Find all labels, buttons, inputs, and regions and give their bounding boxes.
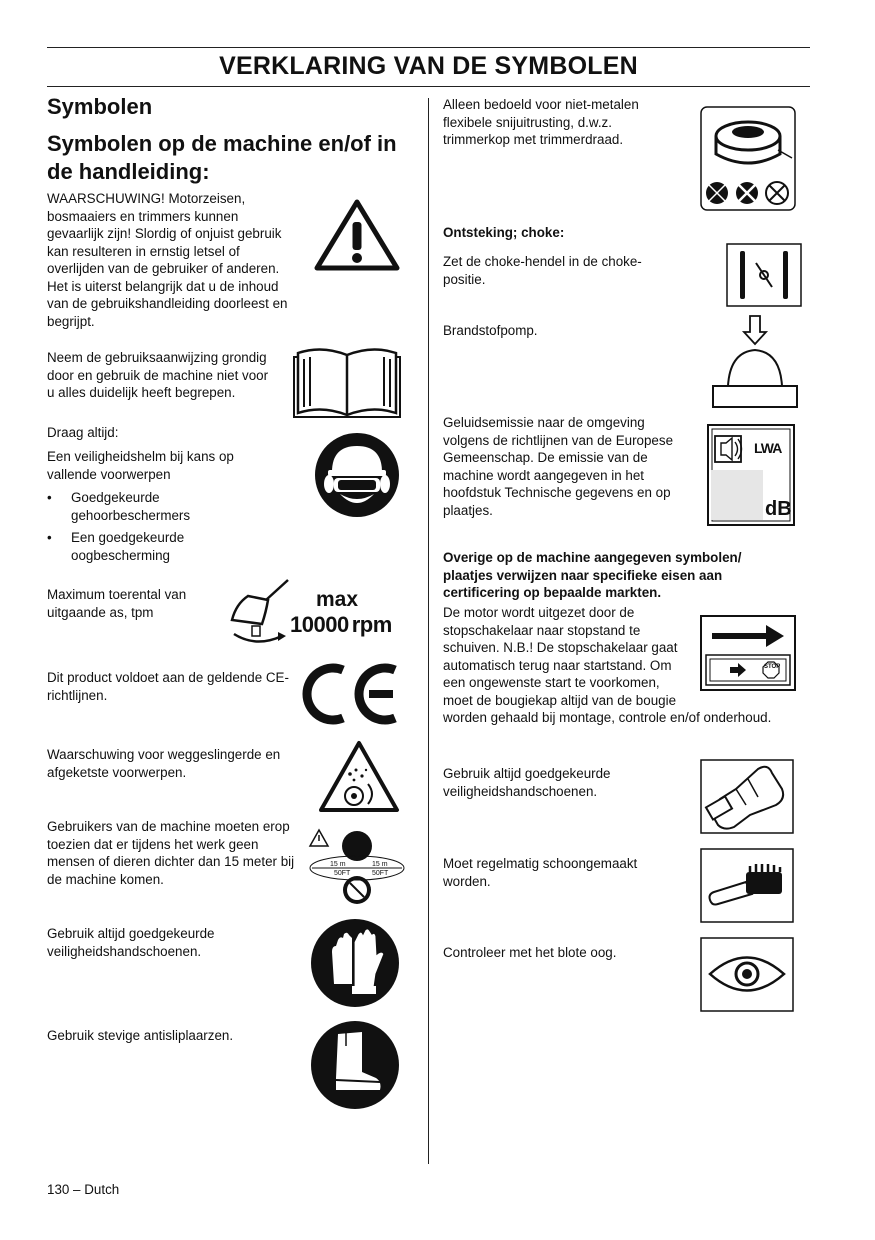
rpm-unit: rpm <box>351 612 392 637</box>
distance-left-m: 15 m <box>330 861 346 868</box>
stop-switch-text-content: De motor wordt uitgezet door de stopschakelaar naar stopstand te schuiven. N.B.! De stopschakelaar gaat automatisch terug naar startstand. Om een ongewenste start te voorkomen, moet de bougiekap altijd van de bougie worden gehaald bij montage, controle en/of onderhoud. <box>443 605 772 725</box>
choke-text: Zet de choke-hendel in de choke-positie. <box>443 254 642 287</box>
noise-emission-text: Geluidsemissie naar de omgeving volgens de richtlijnen van de Europese Gemeenschap. De emissie van de machine wordt aangegeven in het hoofdstuk Technische gegevens en op plaatjes. <box>443 415 674 518</box>
max-speed-shaft-icon <box>228 578 292 648</box>
ce-mark-icon <box>303 662 401 726</box>
cleaning-brush-icon <box>700 848 794 923</box>
distance-right-ft: 50FT <box>372 870 389 877</box>
warning-triangle-icon <box>314 198 400 272</box>
safety-distance-icon <box>308 828 406 908</box>
title-underline <box>47 86 810 87</box>
warning-text-content: WAARSCHUWING! Motorzeisen, bosmaaiers en trimmers kunnen gevaarlijk zijn! Slordig of onjuist gebruik kan resulteren in ernstig letsel of overlijden van de gebruiker of anderen. Het is uiterst belangrijk dat u de inhoud van de gebruikshandleiding doorleest en begrijpt. <box>47 191 288 329</box>
ignition-choke-heading: Ontsteking; choke: <box>443 225 565 240</box>
column-divider <box>428 98 429 1164</box>
safety-boots-icon <box>310 1020 400 1110</box>
wear-label: Draag altijd: <box>47 425 119 440</box>
protective-gloves-icon <box>310 918 400 1008</box>
eye-inspection-icon <box>700 937 794 1012</box>
heading-symbols-on-machine: Symbolen op de machine en/of in de handleiding: <box>47 131 397 184</box>
stop-label: STOP <box>764 664 781 670</box>
visual-inspection-text: Controleer met het blote oog. <box>443 945 617 960</box>
db-label: dB <box>765 498 792 520</box>
thrown-objects-text: Waarschuwing voor weggeslingerde en afgeketste voorwerpen. <box>47 747 281 780</box>
trimmer-head-icon <box>700 106 796 211</box>
page-number: 130 – Dutch <box>47 1182 120 1197</box>
boots-text: Gebruik stevige antisliplaarzen. <box>47 1028 234 1043</box>
bullet-marker: • <box>47 490 52 505</box>
heading-symbolen: Symbolen <box>47 94 153 119</box>
non-metal-text: Alleen bedoeld voor niet-metalen flexibele snijuitrusting, d.w.z. trimmerkop met trimmerdraad. <box>443 97 639 147</box>
bullet-marker: • <box>47 530 52 545</box>
thrown-objects-warning-icon <box>318 740 400 814</box>
helmet-text: Een veiligheidshelm bij kans op vallende voorwerpen <box>47 449 234 482</box>
gloves-text-left: Gebruik altijd goedgekeurde veiligheidshandschoenen. <box>47 926 215 959</box>
top-rule <box>47 47 810 48</box>
clean-regularly-text: Moet regelmatig schoongemaakt worden. <box>443 856 638 889</box>
bullet-eye-protection: Een goedgekeurde oogbescherming <box>71 530 185 563</box>
choke-icon <box>726 243 802 307</box>
stop-switch-icon <box>700 615 796 691</box>
fuel-pump-primer-icon <box>710 314 800 410</box>
rpm-readout <box>290 612 392 638</box>
lwa-label: LWA <box>754 440 782 456</box>
distance-left-ft: 50FT <box>334 870 351 877</box>
max-speed-text: Maximum toerental van uitgaande as, tpm <box>47 587 187 620</box>
ce-text: Dit product voldoet aan de geldende CE-richtlijnen. <box>47 670 289 703</box>
helmet-ear-eye-protection-icon <box>314 432 400 518</box>
open-book-icon <box>292 343 402 419</box>
max-label: max <box>316 588 359 611</box>
protective-glove-icon <box>700 759 794 834</box>
rpm-value: 10000 <box>290 612 349 637</box>
page-title: VERKLARING VAN DE SYMBOLEN <box>219 52 638 80</box>
fuel-pump-text: Brandstofpomp. <box>443 323 538 338</box>
manual-text: Neem de gebruiksaanwijzing grondig door en gebruik de machine niet voor u alles duidelijk heeft begrepen. <box>47 350 269 400</box>
safety-distance-text: Gebruikers van de machine moeten erop toezien dat er tijdens het werk geen mensen of dieren dichter dan 15 meter bij de machine komen. <box>47 819 295 887</box>
gloves-text-right: Gebruik altijd goedgekeurde veiligheidshandschoenen. <box>443 766 611 799</box>
other-symbols-heading: Overige op de machine aangegeven symbolen/ plaatjes verwijzen naar specifieke eisen aan certificering op bepaalde markten. <box>443 550 742 600</box>
bullet-ear-protection: Goedgekeurde gehoorbeschermers <box>71 490 191 523</box>
distance-right-m: 15 m <box>372 861 388 868</box>
